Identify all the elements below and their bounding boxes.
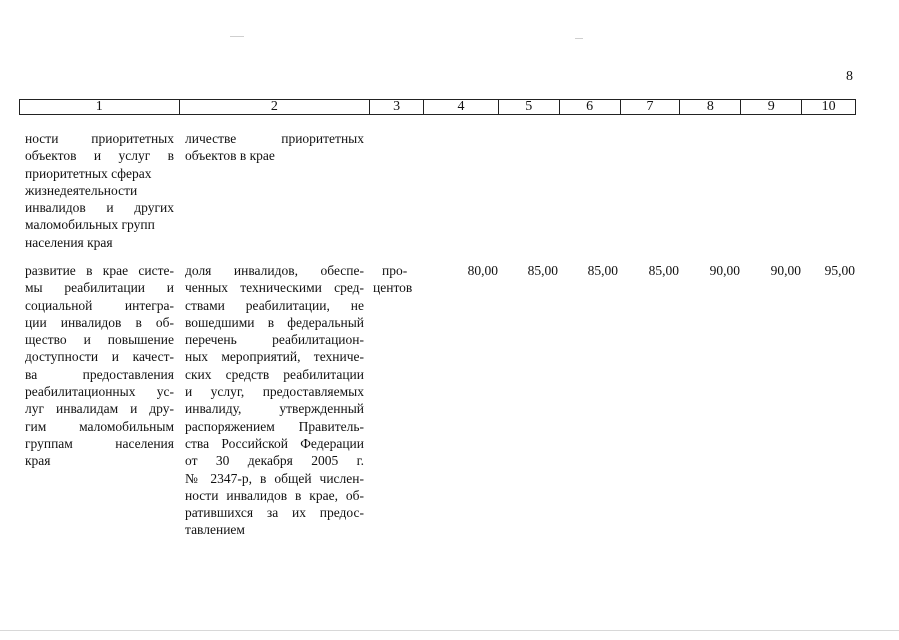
row2-value-col6: 85,00 xyxy=(587,263,618,278)
text-line: инвалидов и других xyxy=(25,200,174,216)
text-line: развитие в крае систе- xyxy=(25,263,174,278)
row2-unit-cell xyxy=(373,262,419,297)
scan-speck xyxy=(575,38,583,39)
text-line: ва предоставления xyxy=(25,366,174,382)
row2-value-col10: 95,00 xyxy=(824,263,855,278)
row2-value-col5: 85,00 xyxy=(527,263,558,278)
text-line: социальной интегра- xyxy=(25,297,174,313)
text-line: населения края xyxy=(25,234,113,250)
text-line: тавлением xyxy=(185,522,245,538)
text-line: объектов и услуг в xyxy=(25,148,174,164)
text-line: № 2347-р, в общей числен- xyxy=(185,470,364,486)
text-line: перечень реабилитацион- xyxy=(185,332,364,348)
text-line: распоряжением Правитель- xyxy=(185,418,364,434)
text-line: приоритетных сферах xyxy=(25,165,152,181)
text-line: ности инвалидов в крае, об- xyxy=(185,487,364,503)
header-col-2: 2 xyxy=(180,100,371,114)
header-col-1: 1 xyxy=(20,100,180,114)
scan-speck xyxy=(230,36,244,37)
header-col-6: 6 xyxy=(560,100,621,114)
text-line: гим маломобильным xyxy=(25,418,174,434)
header-col-5: 5 xyxy=(499,100,560,114)
text-line: ских средств реабилитации xyxy=(185,366,364,382)
header-col-4: 4 xyxy=(424,100,499,114)
row1-goal-cell xyxy=(25,130,174,251)
text-line: луг инвалидам и дру- xyxy=(25,401,174,417)
text-line: ствами реабилитации, не xyxy=(185,297,364,313)
text-line: объектов в крае xyxy=(185,148,275,164)
row2-value-col4: 80,00 xyxy=(467,263,498,278)
row2-value-col8: 90,00 xyxy=(709,263,740,278)
table-header-row xyxy=(19,99,856,115)
row2-value-col9: 90,00 xyxy=(770,263,801,278)
text-line: доступности и качест- xyxy=(25,349,174,365)
scan-edge-line xyxy=(0,630,899,631)
text-line: мы реабилитации и xyxy=(25,280,174,296)
text-line: ства Российской Федерации xyxy=(185,435,364,451)
text-line: ных мероприятий, техниче- xyxy=(185,349,364,365)
text-line: доля инвалидов, обеспе- xyxy=(185,263,364,278)
text-line: инвалиду, утвержденный xyxy=(185,401,364,417)
text-line: реабилитационных ус- xyxy=(25,384,174,400)
page-number: 8 xyxy=(846,69,853,84)
text-line: ции инвалидов в об- xyxy=(25,314,174,330)
header-col-8: 8 xyxy=(680,100,741,114)
header-col-7: 7 xyxy=(621,100,681,114)
row2-indicator-cell xyxy=(185,262,364,539)
header-col-10: 10 xyxy=(821,99,836,114)
text-line: вошедшими в федеральный xyxy=(185,314,364,330)
text-line: про- xyxy=(382,263,408,278)
row1-indicator-cell xyxy=(185,130,364,165)
row2-value-col7: 85,00 xyxy=(648,263,679,278)
text-line: жизнедеятельности xyxy=(25,182,138,198)
row2-goal-cell xyxy=(25,262,174,470)
text-line: от 30 декабря 2005 г. xyxy=(185,453,364,469)
text-line: маломобильных групп xyxy=(25,217,155,233)
text-line: щество и повышение xyxy=(25,332,174,348)
text-line: центов xyxy=(373,280,413,296)
header-col-3: 3 xyxy=(370,100,424,114)
text-line: края xyxy=(25,453,51,469)
text-line: ратившихся за их предос- xyxy=(185,505,364,521)
header-col-9: 9 xyxy=(741,100,802,114)
text-line: ности приоритетных xyxy=(25,131,174,146)
text-line: группам населения xyxy=(25,435,174,451)
text-line: ченных техническими сред- xyxy=(185,280,364,296)
text-line: личестве приоритетных xyxy=(185,131,364,146)
text-line: и услуг, предоставляемых xyxy=(185,384,364,400)
